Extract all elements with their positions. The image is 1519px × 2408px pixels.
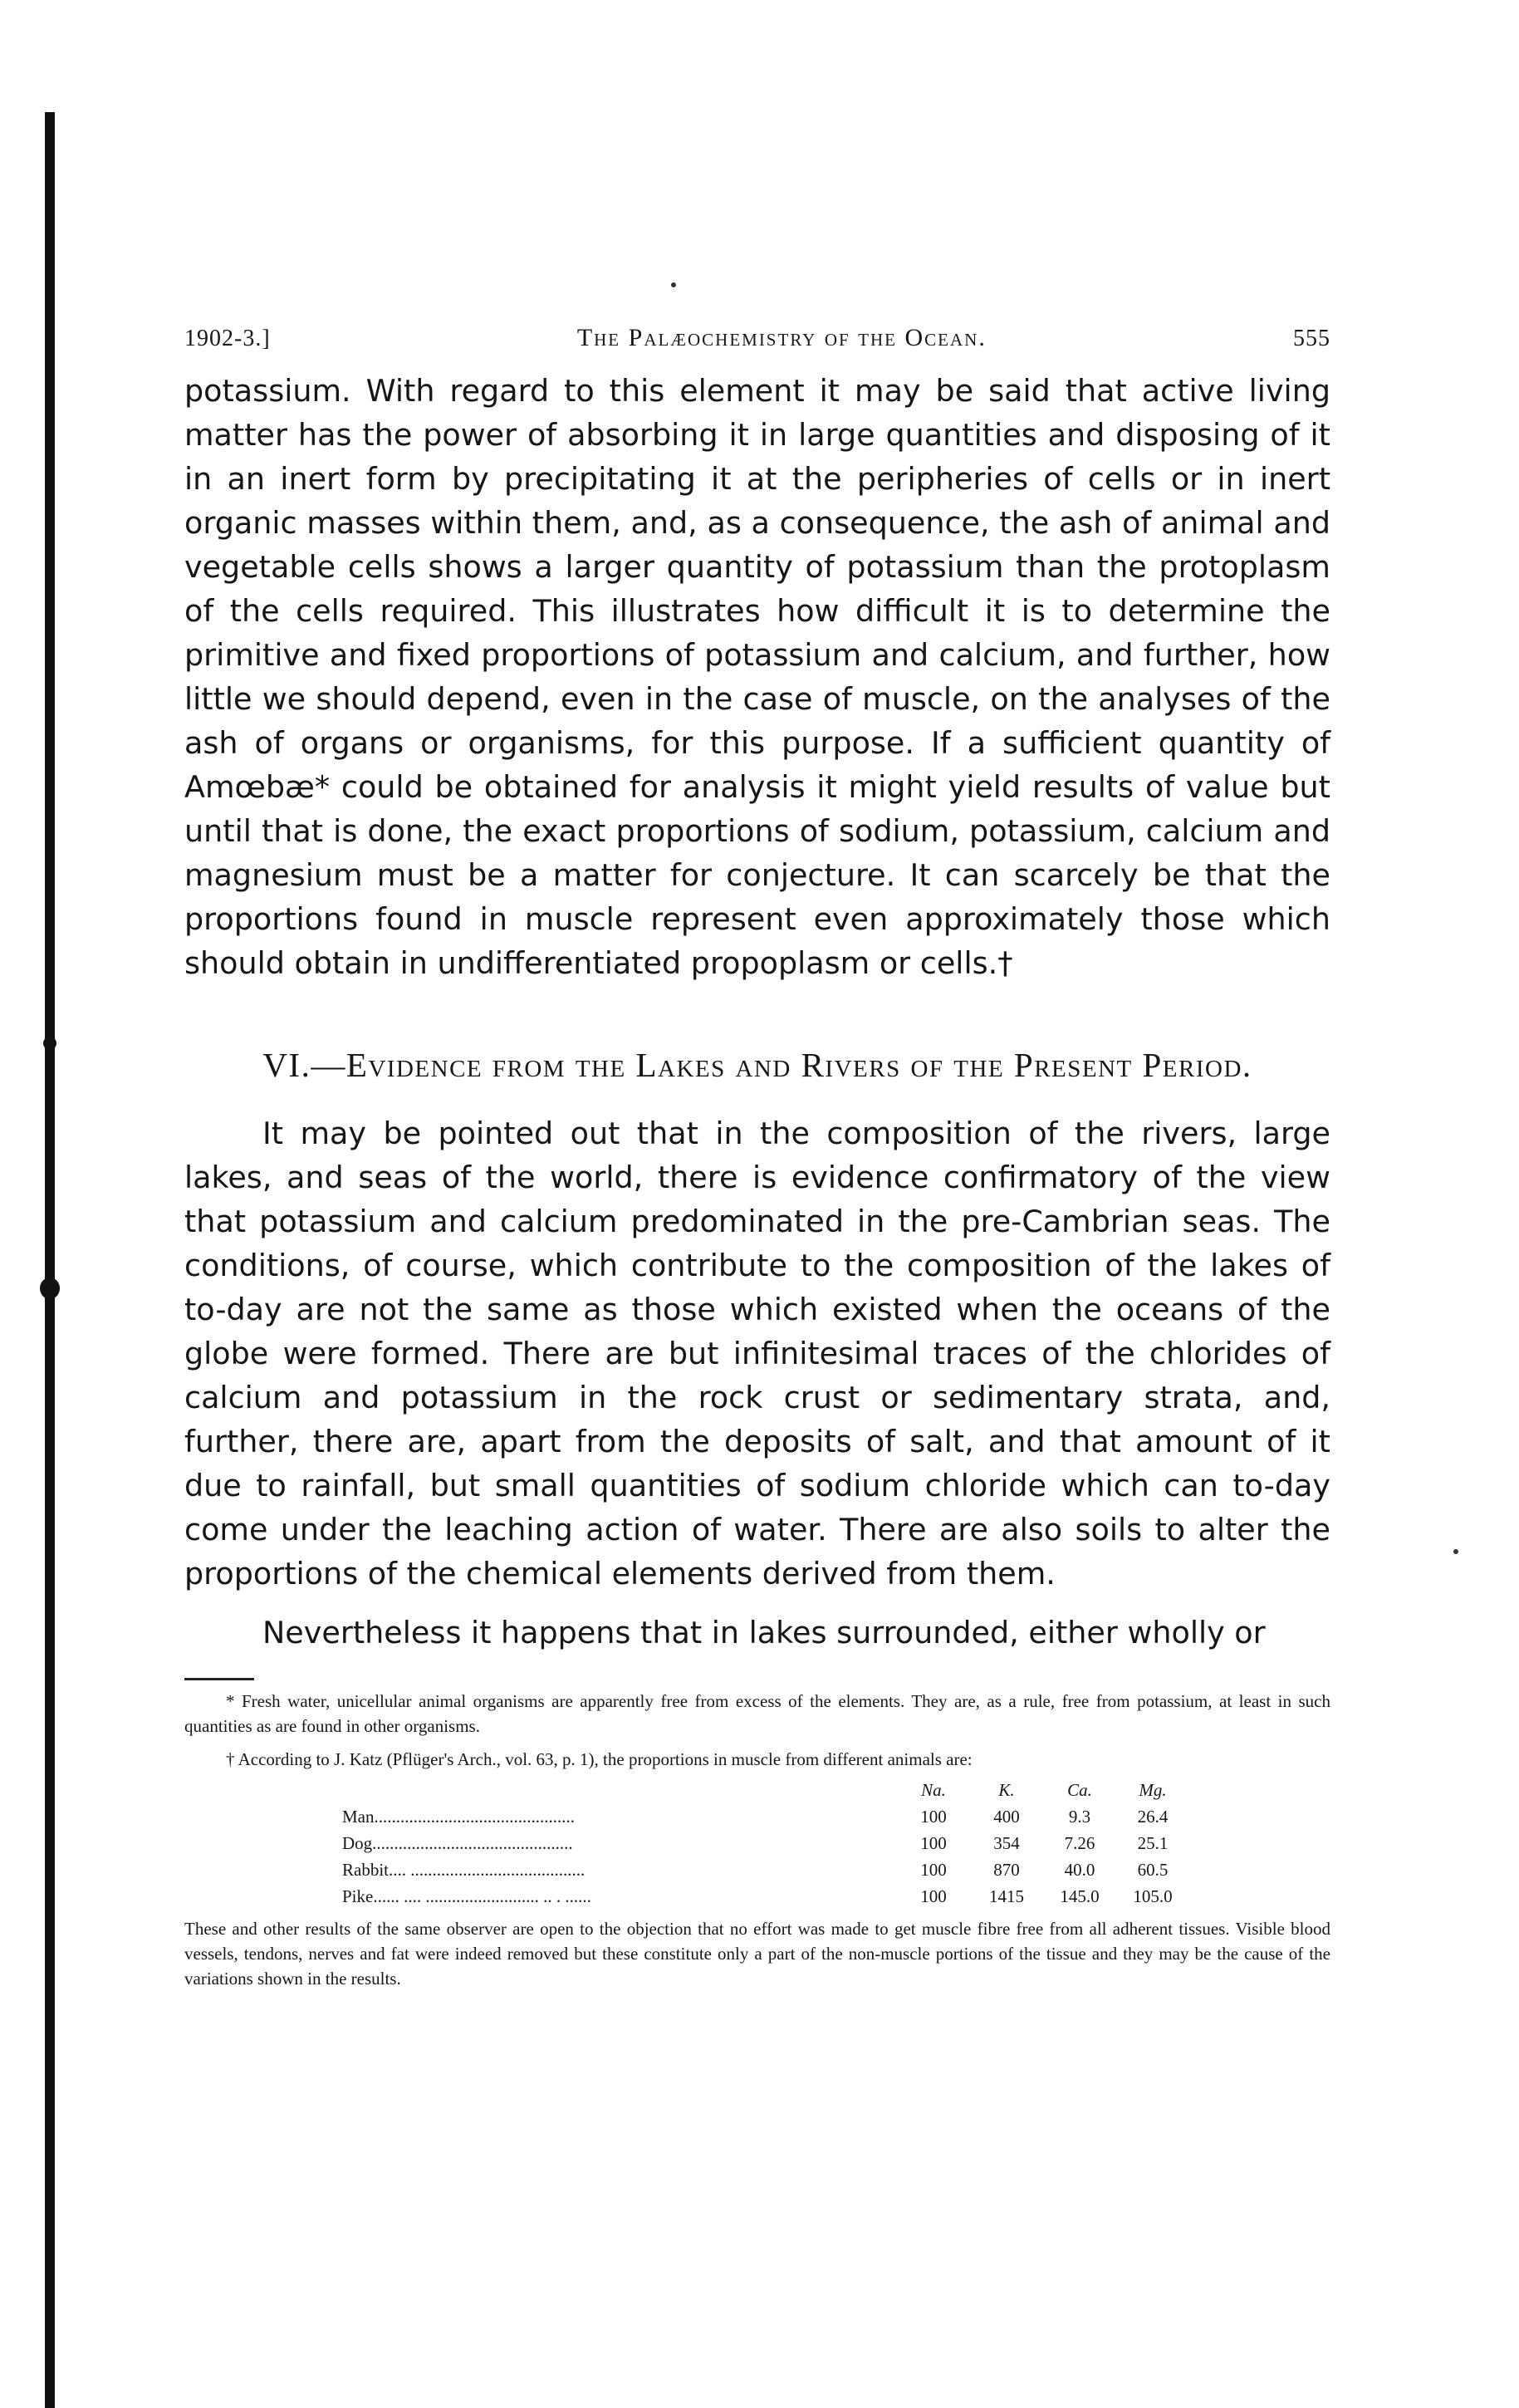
footnote-katz: † According to J. Katz (Pflüger's Arch., vol. 63, p. 1), the proportions in muscle from different animals are: — [226, 1749, 973, 1769]
paragraph-evidence: It may be pointed out that in the composition of the rivers, large lakes, and seas of the world, there is evidence confirmatory of the view that potassium and calcium predominated in the pre-Cambrian seas. The conditions, of course, which contribute to the composition of the lakes of to-day are not the same as those which existed when the oceans of the globe were formed. There are but infinitesimal traces of the chlorides of calcium and potassium in the rock crust or sedimentary strata, and, further, there are, apart from the deposits of salt, and that amount of it due to rainfall, but small quantities of sodium chloride which can to-day come under the leaching action of water. There are also soils to alter the proportions of the chemical elements derived from them. — [184, 1116, 1330, 1591]
table-row — [342, 1856, 1189, 1883]
table-row — [342, 1803, 1189, 1830]
paper-speck — [1453, 1549, 1458, 1554]
binding-blot — [43, 1037, 56, 1050]
table-cell: 100 — [920, 1886, 947, 1906]
table-header-k: K. — [998, 1780, 1015, 1800]
table-cell: 25.1 — [1137, 1833, 1169, 1853]
dot-leader: ...... .... .......................... .. . ...... — [373, 1886, 591, 1906]
muscle-proportions-table — [342, 1777, 1189, 1910]
page-content — [184, 324, 1330, 1991]
page-number: 555 — [1293, 326, 1330, 351]
dot-leader: .............................................. — [372, 1833, 573, 1853]
table-row — [342, 1883, 1189, 1910]
table-header-mg: Mg. — [1139, 1780, 1167, 1800]
table-cell-animal — [342, 1830, 897, 1856]
table-cell: 26.4 — [1137, 1807, 1169, 1827]
table-row — [342, 1830, 1189, 1856]
table-cell: 145.0 — [1060, 1886, 1100, 1906]
animal-name: Dog — [342, 1833, 373, 1853]
table-header-ca: Ca. — [1067, 1780, 1092, 1800]
table-header-na: Na. — [921, 1780, 946, 1800]
dot-leader: .............................................. — [374, 1807, 575, 1827]
paper-speck — [671, 282, 676, 287]
footnote-rule — [184, 1678, 254, 1680]
paragraph-nevertheless: Nevertheless it happens that in lakes surrounded, either wholly or — [262, 1615, 1266, 1650]
table-header-blank — [342, 1777, 897, 1803]
binding-edge — [45, 112, 55, 2408]
table-cell: 100 — [920, 1807, 947, 1827]
table-cell: 870 — [993, 1860, 1020, 1880]
footnote-objection: These and other results of the same observer are open to the objection that no effort was made to get muscle fibre free from all adherent tissues. Visible blood vessels, tendons, nerves and fat were indeed removed but these constitute only a part of the non-muscle portions of the tissue and they may be the cause of the variations shown in the results. — [184, 1919, 1330, 1989]
animal-name: Rabbit — [342, 1860, 389, 1880]
table-cell-animal — [342, 1856, 897, 1883]
table-cell: 354 — [993, 1833, 1020, 1853]
running-head-year: 1902-3.] — [184, 326, 271, 351]
running-head — [184, 324, 1330, 360]
footnote-amoebae: * Fresh water, unicellular animal organisms are apparently free from excess of the elements. They are, as a rule, free from potassium, at least in such quantities as are found in other organisms. — [184, 1691, 1330, 1736]
table-cell: 7.26 — [1064, 1833, 1095, 1853]
running-head-title: The Palæochemistry of the Ocean. — [576, 324, 987, 351]
section-heading: VI.—Evidence from the Lakes and Rivers of the Present Period. — [262, 1046, 1252, 1084]
dot-leader: .... ........................................ — [389, 1860, 586, 1880]
paragraph-potassium: potassium. With regard to this element it may be said that active living matter has the power of absorbing it in large quantities and disposing of it in an inert form by precipitating it at the peripheries of cells or in inert organic masses within them, and, as a consequence, the ash of animal and vegetable cells shows a larger quantity of potassium than the protoplasm of the cells required. This illustrates how difficult it is to determine the primitive and fixed proportions of potassium and calcium, and further, how little we should depend, even in the case of muscle, on the analyses of the ash of organs or organisms, for this purpose. If a sufficient quantity of Amœbæ* could be obtained for analysis it might yield results of value but until that is done, the exact proportions of sodium, potassium, calcium and magnesium must be a matter for conjecture. It can scarcely be that the proportions found in muscle represent even approximately those which should obtain in undifferentiated propoplasm or cells.† — [184, 373, 1330, 981]
binding-blot — [40, 1278, 60, 1299]
table-cell-animal — [342, 1803, 897, 1830]
table-cell-animal — [342, 1883, 897, 1910]
table-cell: 400 — [993, 1807, 1020, 1827]
table-cell: 60.5 — [1137, 1860, 1169, 1880]
table-cell: 105.0 — [1133, 1886, 1173, 1906]
animal-name: Pike — [342, 1886, 374, 1906]
table-cell: 1415 — [989, 1886, 1024, 1906]
table-cell: 100 — [920, 1833, 947, 1853]
table-cell: 100 — [920, 1860, 947, 1880]
animal-name: Man — [342, 1807, 375, 1827]
table-cell: 9.3 — [1068, 1807, 1091, 1827]
table-cell: 40.0 — [1064, 1860, 1095, 1880]
table-header-row — [342, 1777, 1189, 1803]
